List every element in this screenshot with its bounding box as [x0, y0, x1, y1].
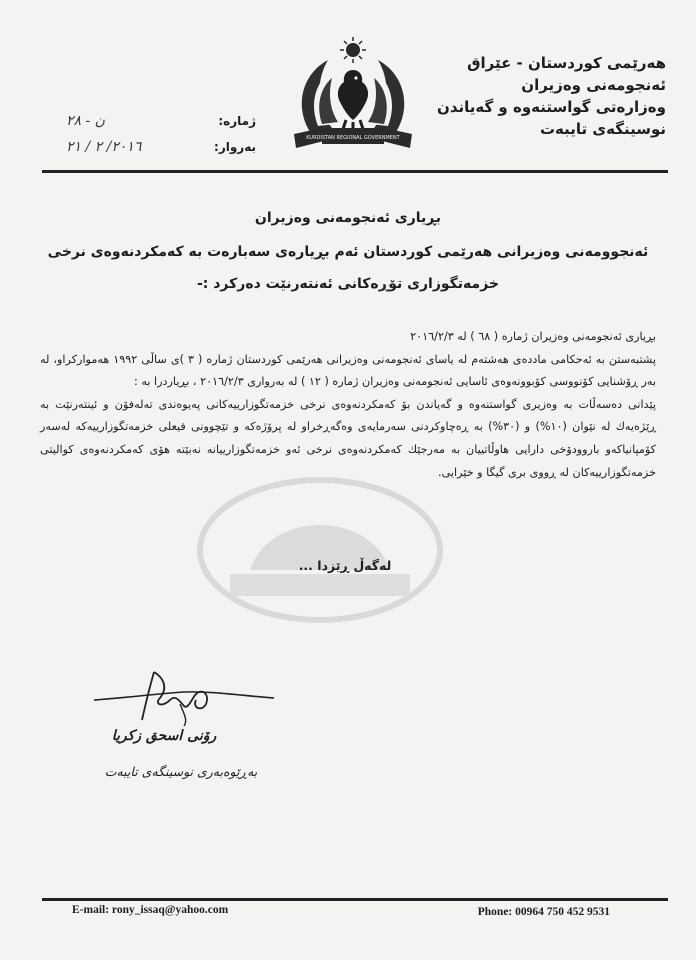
body-paragraph-basis: پشتبەستن بە ئەحكامی ماددەی هەشتەم لە یاسای ئەنجومەنی وەزیرانی هەرێمی كوردستان ژمارە ( ٣ )ی ساڵی ١٩٩٢ هەمواركراو، لە بەر ڕۆشنایی كۆنووسی كۆبوونەوەی ئاسایی ئەنجومەنی وەزیران ژمارە ( ١٢ ) لە بەرواری ٢٠١٦/٢/٣ ، بڕیاردرا بە : — [40, 352, 656, 389]
emblem-caption: KURDISTAN REGIONAL GOVERNMENT — [306, 135, 400, 141]
reference-date-row — [66, 134, 256, 160]
signatory-title: بەڕێوەبەری نوسینگەی تایبەت — [104, 764, 258, 779]
letter-titles — [40, 206, 656, 300]
date-value: ٢٠١٦/ ٢ / ٢١ — [66, 139, 142, 155]
footer-phone: Phone: 00964 750 452 9531 — [477, 906, 610, 918]
org-line-ministry: وەزارەتی گواستنەوە و گەیاندن — [437, 98, 666, 116]
faded-stamp-watermark-icon — [190, 470, 450, 630]
handwritten-signature-icon — [84, 664, 284, 734]
org-line-region: هەرێمی كوردستان - عێراق — [467, 54, 666, 72]
reference-number-row — [66, 108, 256, 134]
org-line-office: نوسینگەی تایبەت — [539, 120, 666, 138]
decision-title: بڕیاری ئەنجومەنی وەزیران — [254, 210, 442, 226]
reference-value: ن - ٢٨ — [66, 113, 105, 129]
signatory-name: رۆنی اسحق زكریا — [111, 728, 217, 744]
reference-label: ژمارە: — [218, 114, 256, 128]
body-reference-line: بڕیاری ئەنجومەنی وەزیران ژمارە ( ٦٨ ) لە ٢٠١٦/٢/٣ — [410, 330, 656, 343]
letter-body — [40, 326, 656, 484]
reference-block — [66, 108, 256, 160]
date-label: بەروار: — [214, 140, 256, 154]
closing-regards: لەگەڵ ڕێزدا ... — [298, 558, 392, 573]
footer-email: E-mail: rony_issaq@yahoo.com — [72, 904, 229, 916]
org-header — [416, 52, 666, 140]
decision-subtitle: ئەنجوومەنی وەزیرانی هەرێمی كوردستان ئەم بڕیارەی سەبارەت بە كەمكردنەوەی نرخی خزمەتگوزاری تۆڕەكانی ئەنتەرنێت دەركرد :- — [47, 244, 649, 292]
org-line-council: ئەنجومەنی وەزیران — [521, 76, 666, 94]
header-divider — [42, 170, 668, 173]
krg-eagle-emblem-icon — [288, 36, 418, 154]
footer-divider — [42, 898, 668, 901]
body-paragraph-decision: پێدانی دەسەڵات بە وەزیری گواستنەوە و گەیاندن بۆ كەمكردنەوەی نرخی خزمەتگوزارییەكانی پەیوەندی تەلەفۆن و ئینتەرنێت بە ڕێژەیەك لە نێوان (١٠%) و (٣٠%) بە ڕەچاوكردنی سەرمایەی وەگەڕخراو لە پرۆژەكە و تێچوونی فیعلی خزمەتگوزارییەكە لەسەر كۆمپانیاكەو باروودۆخی دارایی هاوڵاتییان بە مەرجێك كەمكردنەوەی نرخی ئەو خزمەتگوزارییانە نەبێتە هۆی كەمكردنەوەی كوالیتی خزمەتگوزارییەكان لە ڕووی بری گیگا و خێرایی. — [40, 397, 657, 479]
